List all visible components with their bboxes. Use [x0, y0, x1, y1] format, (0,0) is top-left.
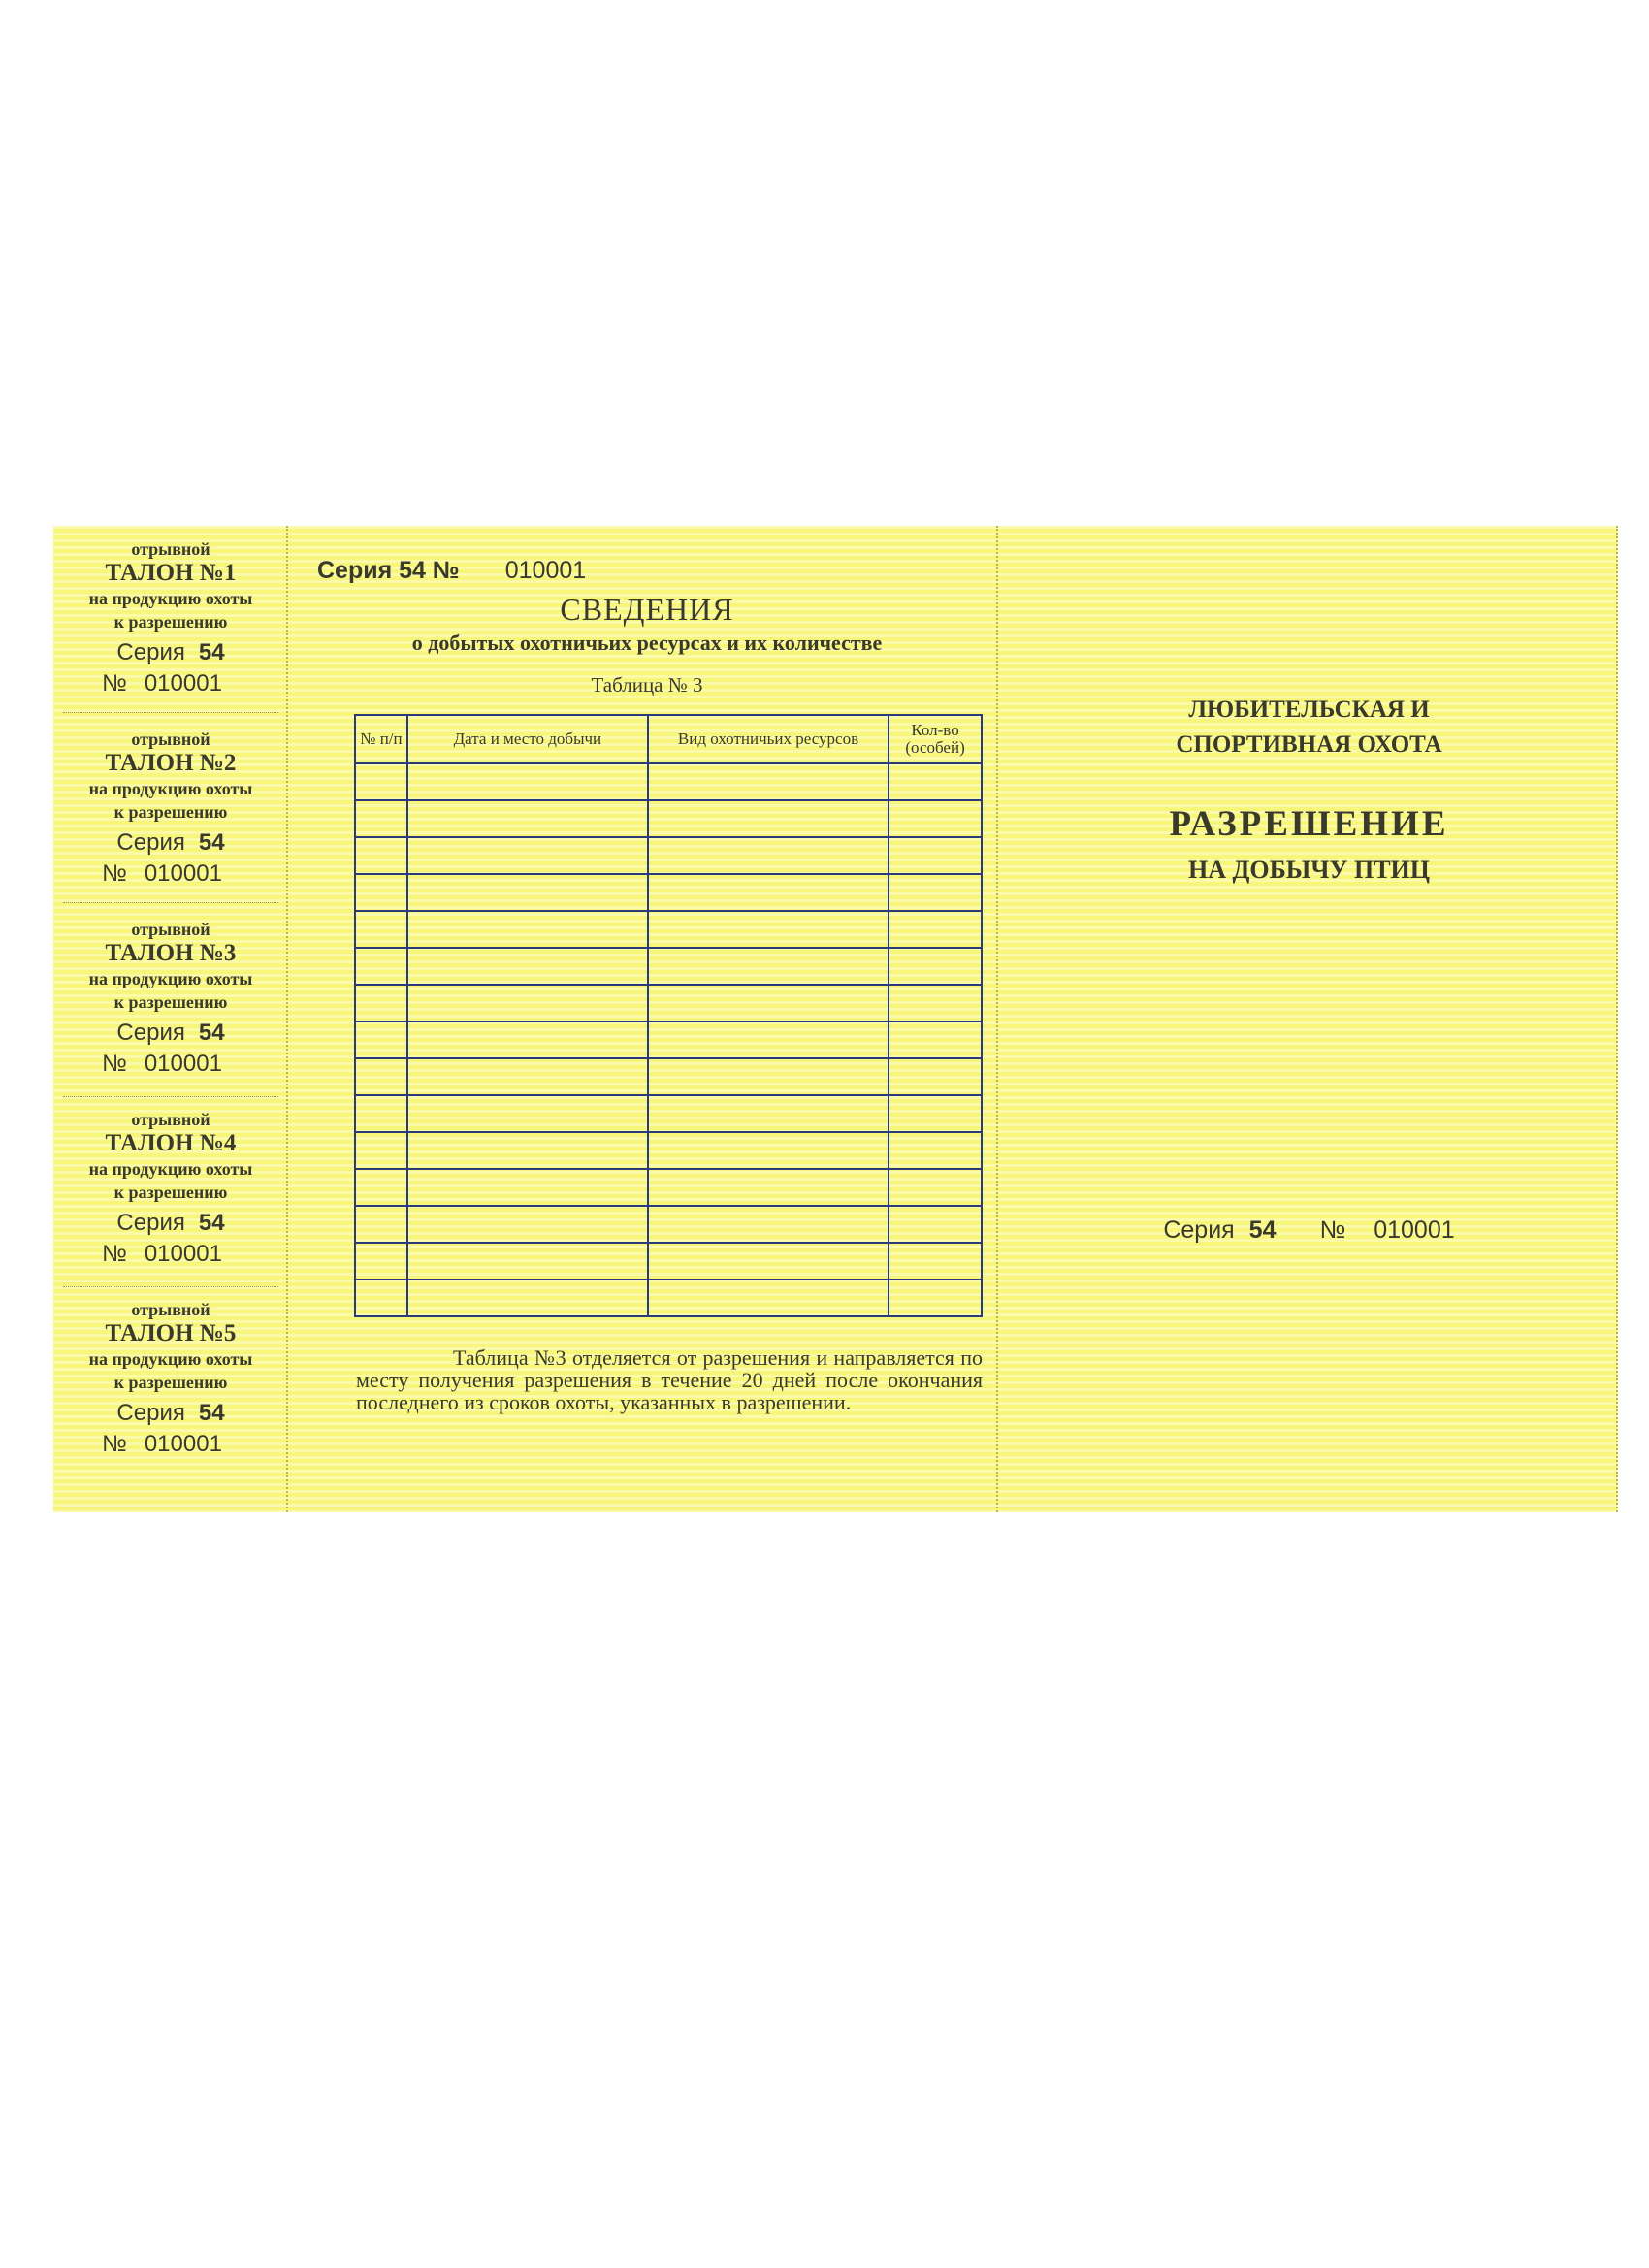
- table-cell: [889, 1243, 982, 1280]
- table-cell: [355, 1206, 407, 1243]
- table-cell: [889, 874, 982, 911]
- table-cell: [407, 1021, 648, 1058]
- table-row: [355, 1243, 982, 1280]
- series-label: Серия: [116, 639, 185, 665]
- stub-series: [63, 639, 278, 666]
- col-header-count: Кол-во (особей): [889, 715, 982, 763]
- table-row: [355, 985, 982, 1021]
- table-cell: [889, 1095, 982, 1132]
- table-cell: [407, 1058, 648, 1095]
- number-label: №: [102, 1051, 127, 1077]
- table-cell: [355, 1095, 407, 1132]
- table-row: [355, 1169, 982, 1206]
- stub-talon-title: ТАЛОН №2: [105, 750, 237, 776]
- table-cell: [889, 911, 982, 948]
- stub-permit-label: к разрешению: [113, 1373, 228, 1392]
- stub-1: [63, 526, 278, 713]
- stub-series: [63, 1400, 278, 1427]
- table-row: [355, 1095, 982, 1132]
- number-value: 010001: [144, 670, 222, 697]
- number-label: №: [102, 860, 127, 887]
- stub-number: [63, 1051, 278, 1078]
- table-cell: [355, 985, 407, 1021]
- table-cell: [355, 911, 407, 948]
- series-label: Серия: [116, 1210, 185, 1236]
- stub-talon-title: ТАЛОН №4: [105, 1130, 237, 1156]
- series-label: Серия: [1163, 1216, 1235, 1244]
- stub-2: [63, 716, 278, 903]
- report-title: СВЕДЕНИЯ: [560, 592, 734, 627]
- table-cell: [407, 800, 648, 837]
- table-cell: [889, 763, 982, 800]
- series-value: 54: [198, 1210, 225, 1236]
- table-cell: [407, 1243, 648, 1280]
- table-cell: [407, 1095, 648, 1132]
- table-cell: [889, 1206, 982, 1243]
- table-label: Таблица № 3: [591, 673, 703, 697]
- series-value: 54: [198, 1400, 225, 1426]
- table-cell: [648, 1132, 889, 1169]
- series-value: 54: [399, 557, 426, 584]
- table-cell: [648, 837, 889, 874]
- table-cell: [407, 911, 648, 948]
- report-subtitle: о добытых охотничьих ресурсах и их количестве: [411, 631, 883, 655]
- table-note: Таблица №3 отделяется от разрешения и направляется по месту получения разрешения в течение 20 дней после окончания последнего из сроков охоты, указанных в разрешении.: [356, 1345, 983, 1414]
- table-cell: [355, 1243, 407, 1280]
- stub-number: [63, 860, 278, 888]
- table-row: [355, 1206, 982, 1243]
- series-value: 54: [198, 829, 225, 856]
- table-row: [355, 911, 982, 948]
- table-cell: [889, 1132, 982, 1169]
- report-section: [298, 526, 998, 1512]
- series-label: Серия: [116, 829, 185, 856]
- cover-series: [1000, 1216, 1618, 1245]
- stub-product-label: на продукцию охоты: [88, 1349, 253, 1369]
- stub-torn-label: отрывной: [131, 1110, 210, 1129]
- table-cell: [407, 1206, 648, 1243]
- table-row: [355, 1021, 982, 1058]
- stub-product-label: на продукцию охоты: [88, 1159, 253, 1179]
- stub-torn-label: отрывной: [131, 1300, 210, 1319]
- table-cell: [355, 1169, 407, 1206]
- series-label: Серия: [116, 1020, 185, 1046]
- table-cell: [648, 985, 889, 1021]
- table-cell: [407, 874, 648, 911]
- stub-permit-label: к разрешению: [113, 992, 228, 1012]
- stub-torn-label: отрывной: [131, 920, 210, 939]
- series-label: Серия: [317, 557, 393, 584]
- table-row: [355, 1280, 982, 1316]
- stub-number: [63, 1241, 278, 1268]
- table-cell: [648, 1206, 889, 1243]
- table-row: [355, 763, 982, 800]
- table-cell: [355, 1280, 407, 1316]
- series-label: Серия: [116, 1400, 185, 1426]
- number-value: 010001: [144, 1051, 222, 1077]
- table-cell: [889, 1021, 982, 1058]
- table-cell: [355, 1132, 407, 1169]
- tear-off-stubs: [53, 526, 288, 1512]
- number-value: 010001: [144, 1431, 222, 1457]
- table-cell: [648, 800, 889, 837]
- table-cell: [648, 948, 889, 985]
- stub-series: [63, 1020, 278, 1047]
- stub-number: [63, 1431, 278, 1458]
- table-row: [355, 1058, 982, 1095]
- col-header-date-place: Дата и место добычи: [407, 715, 648, 763]
- table-cell: [407, 1169, 648, 1206]
- series-value: 54: [1248, 1216, 1277, 1244]
- number-value: 010001: [144, 860, 222, 887]
- table-cell: [648, 1095, 889, 1132]
- sheet-edge: [1000, 526, 1618, 1512]
- table-cell: [889, 1169, 982, 1206]
- permit-sheet: [53, 526, 1618, 1512]
- number-label: №: [102, 1241, 127, 1267]
- number-label: №: [102, 670, 127, 697]
- table-cell: [648, 763, 889, 800]
- table-cell: [648, 1021, 889, 1058]
- col-header-number: № п/п: [355, 715, 407, 763]
- number-value: 010001: [504, 557, 587, 584]
- permit-cover: [1000, 526, 1618, 1512]
- table-cell: [407, 1132, 648, 1169]
- hunt-type: [1000, 693, 1618, 762]
- stub-product-label: на продукцию охоты: [88, 589, 253, 608]
- series-value: 54: [198, 639, 225, 665]
- table-cell: [648, 911, 889, 948]
- table-cell: [648, 1058, 889, 1095]
- series-value: 54: [198, 1020, 225, 1046]
- stub-talon-title: ТАЛОН №5: [105, 1320, 237, 1346]
- stub-series: [63, 829, 278, 857]
- harvest-table: [354, 714, 983, 1317]
- stub-torn-label: отрывной: [131, 729, 210, 749]
- table-cell: [648, 1280, 889, 1316]
- stub-permit-label: к разрешению: [113, 612, 228, 632]
- table-cell: [648, 1169, 889, 1206]
- stub-4: [63, 1096, 278, 1287]
- table-cell: [648, 1243, 889, 1280]
- table-cell: [648, 874, 889, 911]
- number-label: №: [432, 557, 460, 584]
- table-cell: [355, 837, 407, 874]
- table-cell: [407, 837, 648, 874]
- table-cell: [355, 1021, 407, 1058]
- col-header-species: Вид охотничьих ресурсов: [648, 715, 889, 763]
- stub-series: [63, 1210, 278, 1237]
- stub-torn-label: отрывной: [131, 539, 210, 559]
- table-row: [355, 874, 982, 911]
- table-row: [355, 800, 982, 837]
- table-cell: [889, 800, 982, 837]
- table-cell: [407, 763, 648, 800]
- stub-talon-title: ТАЛОН №1: [105, 560, 237, 586]
- number-label: №: [102, 1431, 127, 1457]
- permit-title: РАЗРЕШЕНИЕ: [1169, 804, 1449, 844]
- number-value: 010001: [144, 1241, 222, 1267]
- table-row: [355, 948, 982, 985]
- report-series: [317, 557, 586, 585]
- stub-product-label: на продукцию охоты: [88, 969, 253, 988]
- number-label: №: [1319, 1216, 1346, 1244]
- stub-number: [63, 670, 278, 697]
- stub-3: [63, 906, 278, 1097]
- table-cell: [889, 837, 982, 874]
- number-value: 010001: [1374, 1216, 1455, 1244]
- table-cell: [355, 1058, 407, 1095]
- stub-talon-title: ТАЛОН №3: [105, 940, 237, 966]
- hunt-type-line1: ЛЮБИТЕЛЬСКАЯ И: [1188, 697, 1430, 723]
- stub-permit-label: к разрешению: [113, 1183, 228, 1202]
- stub-5: [63, 1286, 278, 1480]
- table-cell: [407, 985, 648, 1021]
- table-cell: [889, 985, 982, 1021]
- stub-product-label: на продукцию охоты: [88, 779, 253, 798]
- table-row: [355, 837, 982, 874]
- table-cell: [889, 948, 982, 985]
- table-row: [355, 1132, 982, 1169]
- table-cell: [355, 874, 407, 911]
- table-cell: [355, 948, 407, 985]
- table-cell: [407, 948, 648, 985]
- table-cell: [407, 1280, 648, 1316]
- table-cell: [889, 1280, 982, 1316]
- table-header-row: [355, 715, 982, 763]
- table-cell: [355, 763, 407, 800]
- stub-permit-label: к разрешению: [113, 802, 228, 822]
- table-cell: [355, 800, 407, 837]
- table-cell: [889, 1058, 982, 1095]
- permit-subtitle: НА ДОБЫЧУ ПТИЦ: [1187, 856, 1430, 884]
- hunt-type-line2: СПОРТИВНАЯ ОХОТА: [1176, 731, 1442, 758]
